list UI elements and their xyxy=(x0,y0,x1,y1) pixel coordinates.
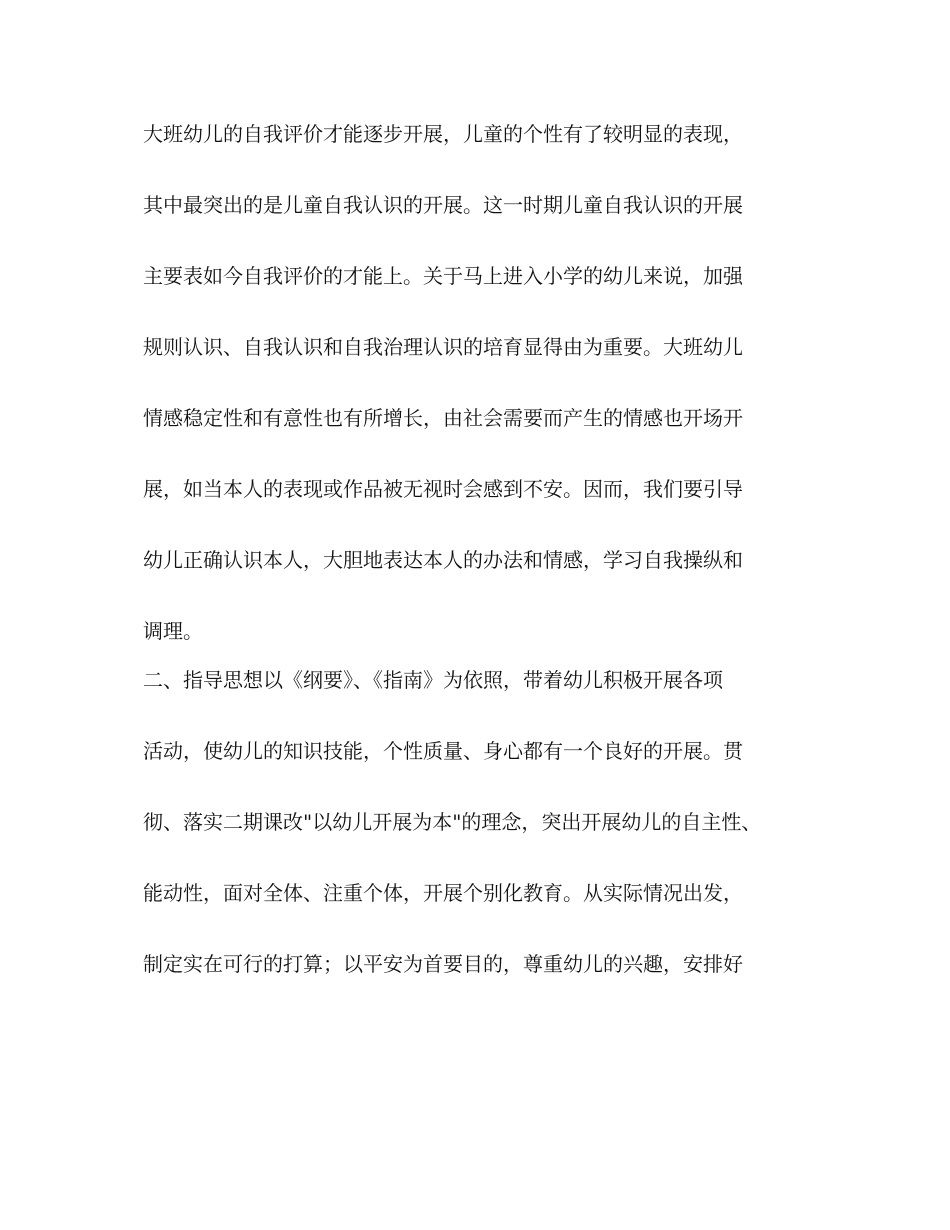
text-line: 其中最突出的是儿童自我认识的开展。这一时期儿童自我认识的开展 xyxy=(143,193,743,217)
body-text xyxy=(143,124,833,974)
text-line: 调理。 xyxy=(143,619,203,643)
text-line: 大班幼儿的自我评价才能逐步开展，儿童的个性有了较明显的表现， xyxy=(143,122,743,146)
text-line: 制定实在可行的打算；以平安为首要目的，尊重幼儿的兴趣，安排好 xyxy=(143,952,743,976)
text-line: 规则认识、自我认识和自我治理认识的培育显得由为重要。大班幼儿 xyxy=(143,335,743,359)
text-line: 展，如当本人的表现或作品被无视时会感到不安。因而，我们要引导 xyxy=(143,477,743,501)
text-line: 活动，使幼儿的知识技能，个性质量、身心都有一个良好的开展。贯 xyxy=(143,739,743,763)
text-line: 情感稳定性和有意性也有所增长，由社会需要而产生的情感也开场开 xyxy=(143,406,743,430)
text-line: 能动性，面对全体、注重个体，开展个别化教育。从实际情况出发， xyxy=(143,881,743,905)
text-line: 主要表如今自我评价的才能上。关于马上进入小学的幼儿来说，加强 xyxy=(143,264,743,288)
text-line: 幼儿正确认识本人，大胆地表达本人的办法和情感，学习自我操纵和 xyxy=(143,548,743,572)
text-line: 彻、落实二期课改"以幼儿开展为本"的理念，突出开展幼儿的自主性、 xyxy=(143,810,762,834)
section-heading-line: 二、指导思想以《纲要》、《指南》为依照，带着幼儿积极开展各项 xyxy=(143,668,723,692)
